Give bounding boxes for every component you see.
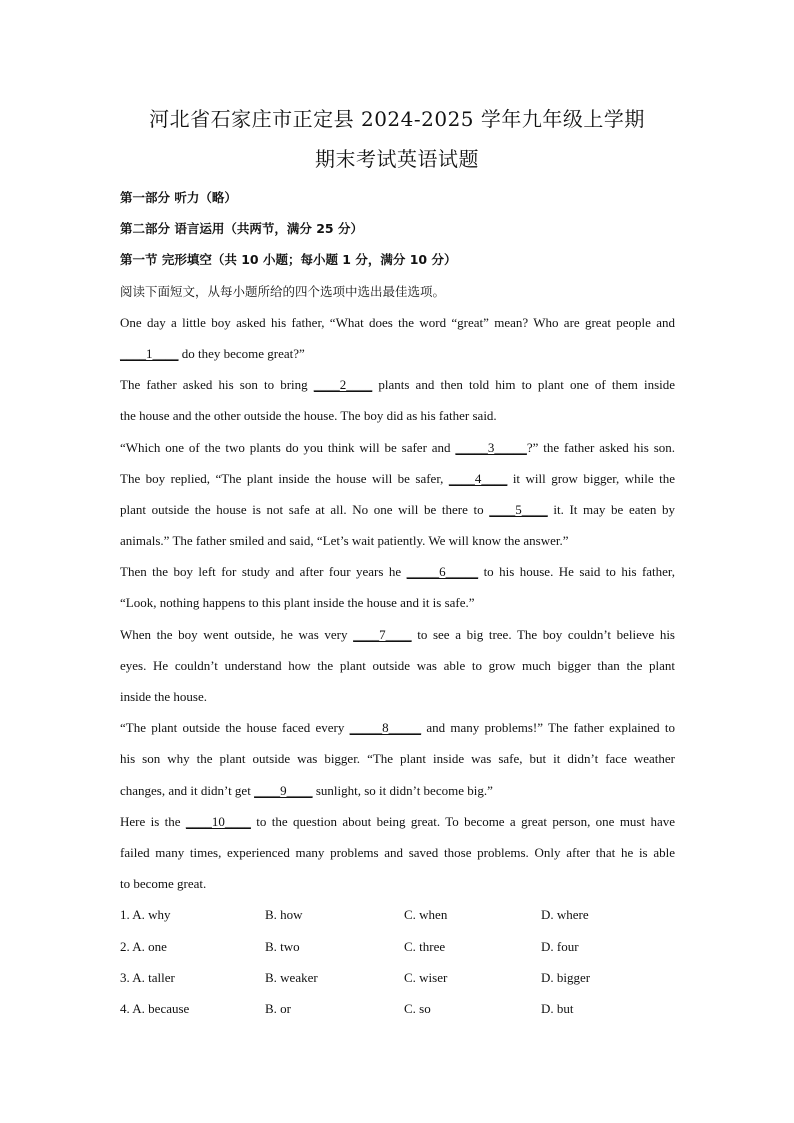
passage-line: ____1____ do they become great?” (120, 338, 675, 369)
section1-heading: 第一节 完形填空（共 10 小题；每小题 1 分，满分 10 分） (120, 252, 457, 268)
option-b: B. weaker (265, 969, 318, 985)
question-1-options (120, 899, 675, 930)
passage-line: animals.” The father smiled and said, “Let’s wait patiently. We will know the answer.” (120, 533, 569, 549)
blank-6: _____6_____ (406, 564, 479, 580)
blank-2: ____2____ (313, 377, 373, 393)
option-c: C. when (404, 907, 448, 923)
option-a: 1. A. why (120, 907, 171, 923)
passage-line: his son why the plant outside was bigger. “The plant inside was safe, but it didn’t face weather (120, 751, 675, 767)
blank-5: ____5____ (489, 501, 548, 517)
option-d: D. four (541, 938, 579, 954)
passage-line: “Look, nothing happens to this plant inside the house and it is safe.” (120, 595, 475, 611)
blank-10: ____10____ (185, 813, 251, 829)
option-d: D. bigger (541, 969, 591, 985)
instruction-text: 阅读下面短文，从每小题所给的四个选项中选出最佳选项。 (120, 283, 446, 299)
option-c: C. three (404, 938, 446, 954)
passage-line: plant outside the house is not safe at all. No one will be there to ____5____ it. It may be eaten by (120, 494, 675, 525)
passage-line: to become great. (120, 876, 207, 892)
exam-content (120, 182, 675, 1024)
part1-heading: 第一部分 听力（略） (120, 190, 237, 205)
option-b: B. how (265, 907, 303, 923)
passage-line: failed many times, experienced many problems and saved those problems. Only after that he is able (120, 844, 675, 860)
option-b: B. two (265, 938, 300, 954)
passage-line: eyes. He couldn’t understand how the plant outside was able to grow much bigger than the plant (120, 657, 675, 673)
option-b: B. or (265, 1000, 291, 1016)
option-c: C. so (404, 1000, 431, 1016)
blank-4: ____4____ (448, 470, 508, 486)
passage-line: “The plant outside the house faced every _____8_____ and many problems!” The father explained to (120, 712, 675, 743)
blank-7: ____7____ (353, 626, 412, 642)
passage-line: The boy replied, “The plant inside the house will be safer, ____4____ it will grow bigger, while the (120, 463, 675, 494)
passage-line: changes, and it didn’t get ____9____ sunlight, so it didn’t become big.” (120, 775, 675, 806)
option-c: C. wiser (404, 969, 448, 985)
part2-heading: 第二部分 语言运用（共两节，满分 25 分） (120, 221, 363, 237)
option-a: 3. A. taller (120, 969, 175, 985)
option-a: 4. A. because (120, 1000, 190, 1016)
option-d: D. where (541, 907, 589, 923)
blank-8: _____8_____ (349, 720, 422, 736)
question-2-options (120, 931, 675, 962)
page-title: 河北省石家庄市正定县 2024-2025 学年九年级上学期 (149, 107, 645, 131)
passage-line: the house and the other outside the house. The boy did as his father said. (120, 408, 497, 424)
passage-line: Then the boy left for study and after four years he _____6_____ to his house. He said to his father, (120, 556, 675, 587)
passage-line: Here is the ____10____ to the question about being great. To become a great person, one must have (120, 806, 675, 837)
passage-line: inside the house. (120, 689, 208, 704)
page-subtitle: 期末考试英语试题 (315, 147, 479, 171)
passage-line: One day a little boy asked his father, “What does the word “great” mean? Who are great people and (120, 314, 675, 330)
passage-line: When the boy went outside, he was very ____7____ to see a big tree. The boy couldn’t believe his (120, 619, 675, 650)
passage-line: “Which one of the two plants do you think will be safer and _____3_____?” the father asked his son. (120, 432, 675, 463)
question-3-options (120, 962, 675, 993)
passage-line: The father asked his son to bring ____2____ plants and then told him to plant one of them inside (120, 369, 675, 400)
blank-9: ____9____ (254, 782, 313, 798)
option-a: 2. A. one (120, 938, 167, 954)
option-d: D. but (541, 1000, 574, 1016)
blank-1: ____1____ (120, 345, 179, 361)
question-4-options (120, 993, 675, 1024)
blank-3: _____3_____ (455, 439, 527, 455)
